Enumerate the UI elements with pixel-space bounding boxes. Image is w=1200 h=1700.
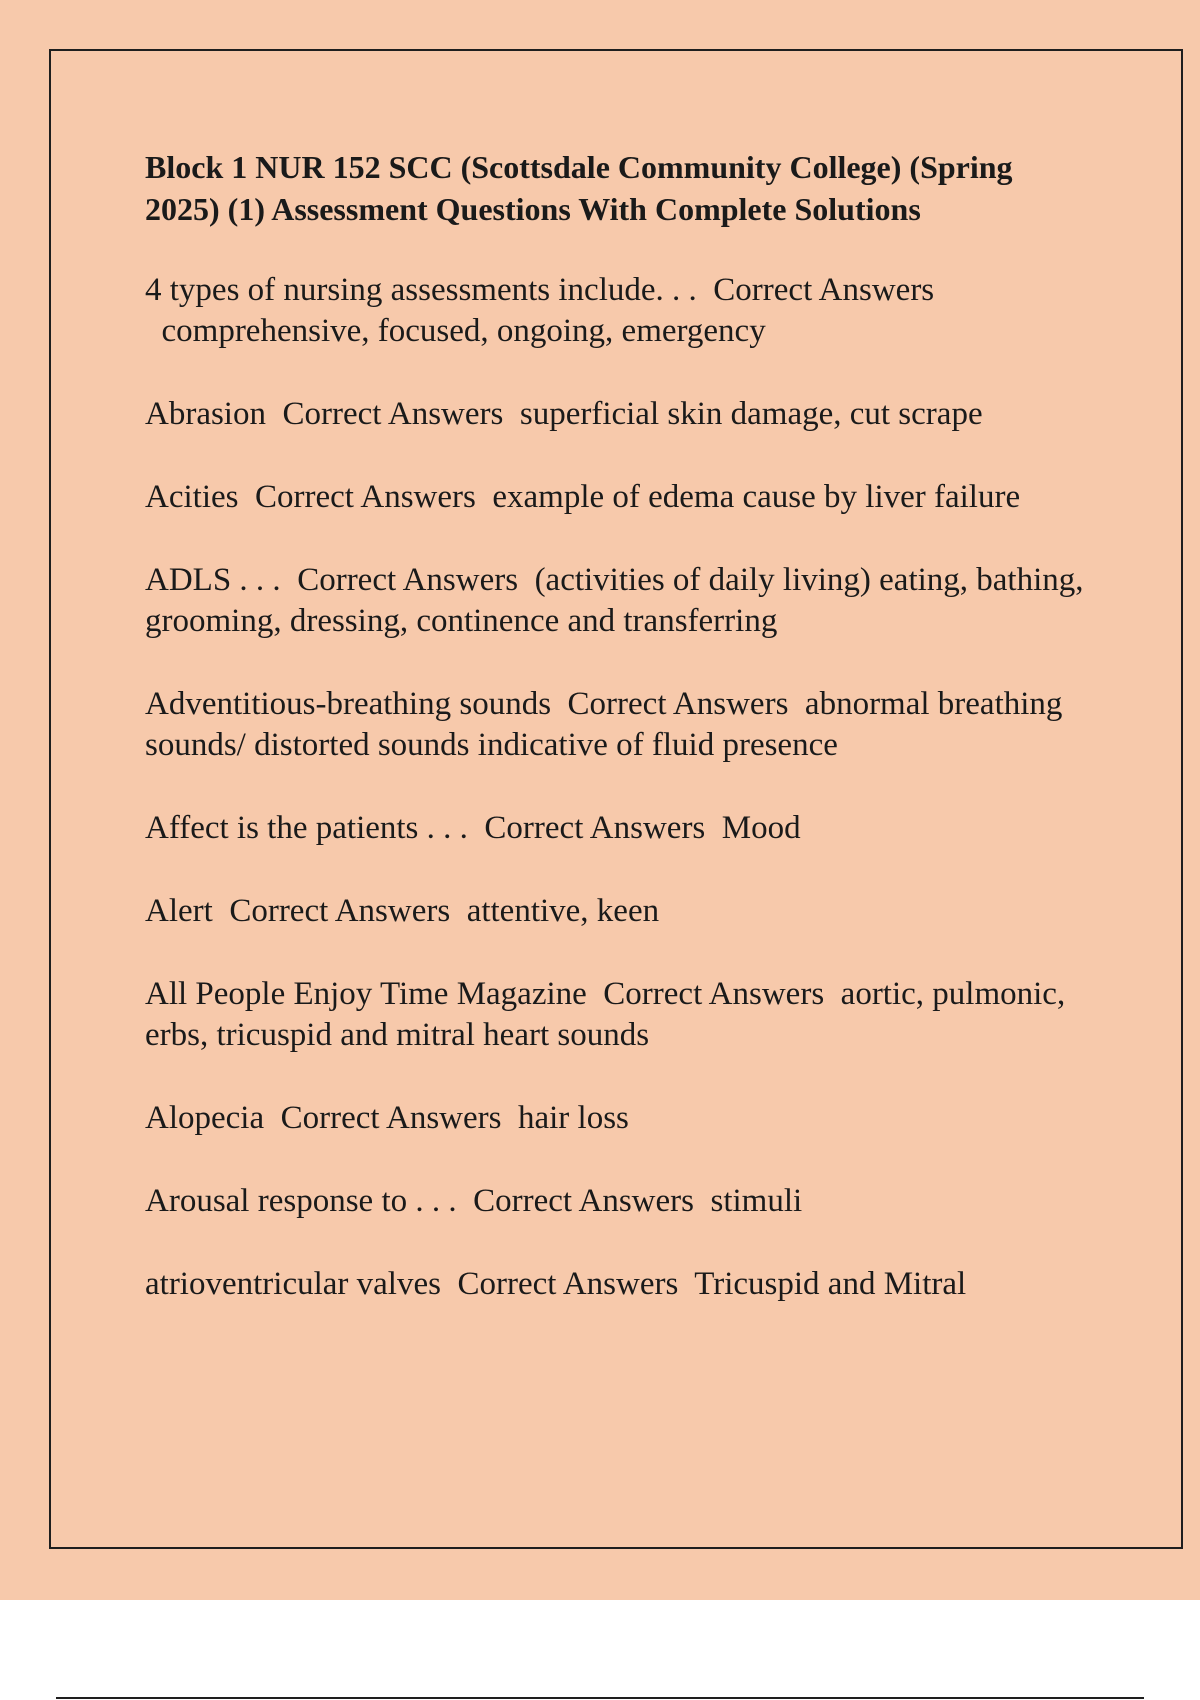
qa-term: 4 types of nursing assessments include. . . — [145, 272, 697, 308]
qa-answer: superficial skin damage, cut scrape — [519, 396, 983, 432]
qa-term: Alopecia — [145, 1100, 265, 1136]
qa-answer-marker: Correct Answers — [297, 562, 519, 598]
qa-answer-marker: Correct Answers — [603, 976, 825, 1012]
qa-answer-marker: Correct Answers — [567, 686, 789, 722]
qa-term: Alert — [145, 893, 213, 929]
qa-item — [145, 1264, 1085, 1305]
qa-item — [145, 684, 1085, 766]
qa-answer: stimuli — [710, 1183, 803, 1219]
qa-answer: comprehensive, focused, ongoing, emergency — [161, 313, 766, 349]
qa-answer-marker: Correct Answers — [229, 893, 451, 929]
qa-item — [145, 974, 1085, 1056]
qa-item — [145, 560, 1085, 642]
qa-answer-marker: Correct Answers — [282, 396, 504, 432]
qa-term: Arousal response to . . . — [145, 1183, 457, 1219]
qa-item — [145, 891, 1085, 932]
qa-answer: abnormal breathing sounds/ distorted sounds indicative of fluid presence — [145, 686, 1063, 763]
qa-answer: hair loss — [517, 1100, 629, 1136]
qa-item — [145, 270, 1085, 352]
qa-answer: example of edema cause by liver failure — [492, 479, 1021, 515]
qa-term: All People Enjoy Time Magazine — [145, 976, 587, 1012]
qa-answer-marker: Correct Answers — [457, 1266, 679, 1302]
qa-answer-marker: Correct Answers — [280, 1100, 502, 1136]
qa-answer-marker: Correct Answers — [713, 272, 935, 308]
qa-answer-marker: Correct Answers — [473, 1183, 694, 1219]
qa-term: ADLS . . . — [145, 562, 281, 598]
qa-answer: aortic, pulmonic, erbs, tricuspid and mitral heart sounds — [145, 976, 1066, 1053]
qa-answer: Tricuspid and Mitral — [694, 1266, 967, 1302]
qa-item — [145, 808, 1085, 849]
qa-answer: Mood — [721, 810, 801, 846]
qa-term: Abrasion — [145, 396, 266, 432]
qa-answer: (activities of daily living) eating, bathing, grooming, dressing, continence and transferring — [145, 562, 1084, 639]
qa-item — [145, 1181, 1085, 1222]
qa-item — [145, 394, 1085, 435]
document-body — [145, 146, 1085, 1347]
qa-answer-marker: Correct Answers — [484, 810, 706, 846]
qa-term: Acities — [145, 479, 239, 515]
footer-divider — [56, 1697, 1144, 1699]
qa-term: Adventitious-breathing sounds — [145, 686, 552, 722]
document-title: Block 1 NUR 152 SCC (Scottsdale Community College) (Spring 2025) (1) Assessment Questions With Complete Solutions — [145, 149, 1013, 227]
qa-term: atrioventricular valves — [145, 1266, 441, 1302]
qa-item — [145, 1098, 1085, 1139]
qa-answer: attentive, keen — [466, 893, 660, 929]
qa-item — [145, 477, 1085, 518]
qa-term: Affect is the patients . . . — [145, 810, 468, 846]
qa-answer-marker: Correct Answers — [254, 479, 476, 515]
